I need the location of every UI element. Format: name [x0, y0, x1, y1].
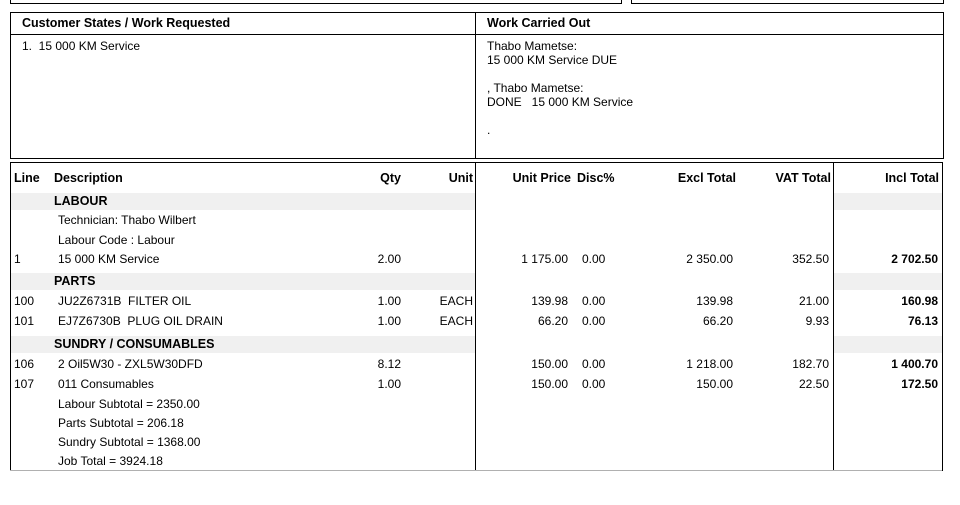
section-header-parts	[11, 273, 943, 290]
work-carried-out-title: Work Carried Out	[476, 13, 943, 35]
col-description: Description	[54, 171, 123, 185]
sundry-subtotal: Sundry Subtotal = 1368.00	[58, 435, 201, 449]
top-right-box-edge	[631, 0, 944, 4]
table-row: 101 EJ7Z6730B PLUG OIL DRAIN 1.00 EACH 66.20 0.00 66.20 9.93 76.13	[14, 314, 938, 328]
table-row: 1 15 000 KM Service 2.00 1 175.00 0.00 2 350.00 352.50 2 702.50	[14, 252, 938, 266]
col-vat-total: VAT Total	[775, 171, 831, 185]
work-entry: Thabo Mametse: 15 000 KM Service DUE	[487, 39, 618, 67]
col-unit-price: Unit Price	[512, 171, 571, 185]
line-items-table	[10, 162, 943, 471]
top-left-box-edge	[10, 0, 622, 4]
job-total: Job Total = 3924.18	[58, 454, 163, 468]
section-label: SUNDRY / CONSUMABLES	[54, 337, 215, 351]
work-requested-box	[10, 12, 476, 159]
section-header-sundry	[11, 336, 943, 353]
col-excl-total: Excl Total	[677, 171, 736, 185]
col-incl-total: Incl Total	[885, 171, 939, 185]
work-requested-item: 1. 15 000 KM Service	[22, 39, 141, 53]
labour-code: Labour Code : Labour	[58, 233, 175, 247]
parts-subtotal: Parts Subtotal = 206.18	[58, 416, 184, 430]
work-carried-out-box	[475, 12, 944, 159]
section-label: PARTS	[54, 274, 96, 288]
col-disc: Disc%	[577, 171, 615, 185]
table-header-row	[11, 163, 943, 192]
table-row: 107 011 Consumables 1.00 150.00 0.00 150.00 22.50 172.50	[14, 377, 938, 391]
labour-technician: Technician: Thabo Wilbert	[58, 213, 196, 227]
labour-subtotal: Labour Subtotal = 2350.00	[58, 397, 200, 411]
section-header-labour	[11, 193, 943, 210]
col-unit: Unit	[448, 171, 473, 185]
section-label: LABOUR	[54, 194, 108, 208]
work-trailer: .	[487, 123, 491, 137]
table-bottom-divider	[10, 470, 942, 471]
table-row: 106 2 Oil5W30 - ZXL5W30DFD 8.12 150.00 0.00 1 218.00 182.70 1 400.70	[14, 357, 938, 371]
work-entry: , Thabo Mametse: DONE 15 000 KM Service	[487, 81, 634, 109]
work-requested-title: Customer States / Work Requested	[11, 13, 475, 35]
table-row: 100 JU2Z6731B FILTER OIL 1.00 EACH 139.98 0.00 139.98 21.00 160.98	[14, 294, 938, 308]
col-line: Line	[14, 171, 40, 185]
col-qty: Qty	[380, 171, 401, 185]
